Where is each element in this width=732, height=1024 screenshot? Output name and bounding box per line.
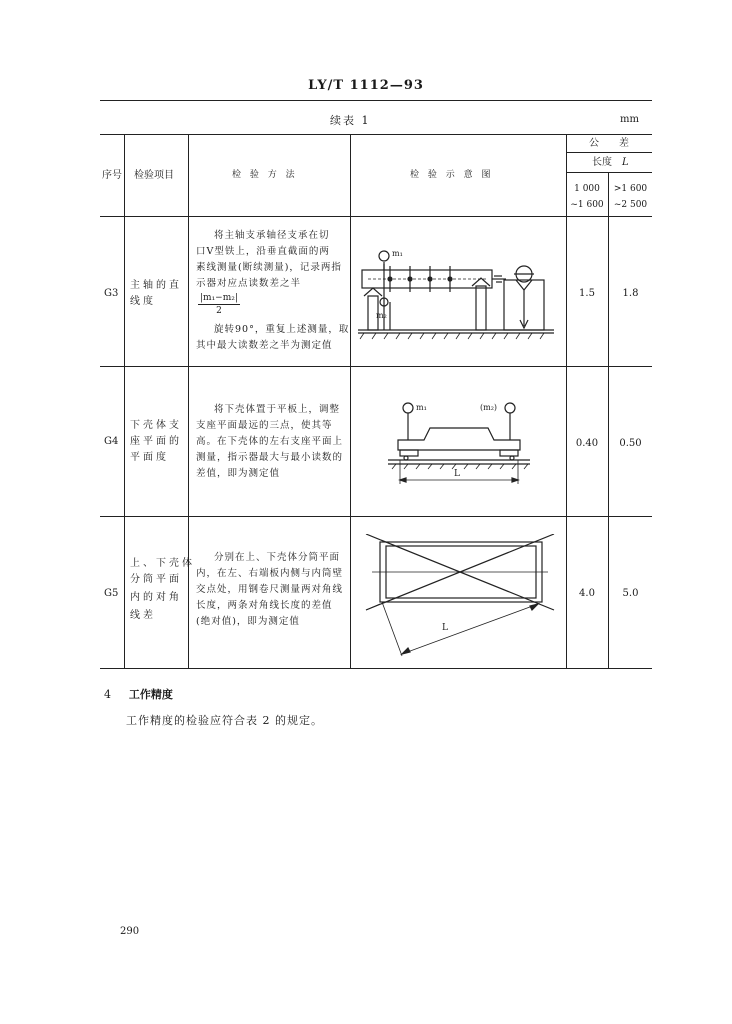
table-unit: mm [620,114,639,125]
row-g3-method-fraction [198,292,240,317]
row-g4-item-line-2: 座平面的 [130,436,182,447]
row-g4-method-line-3: 高。在下壳体的左右支座平面上 [196,436,344,447]
row-g5-item-line-2: 分筒平面 [130,574,182,585]
col-header-range2-b: ~2 500 [613,200,648,210]
row-g3-method-line-6: 其中最大读数差之半为测定值 [196,340,333,351]
row-g5-method-line-1: 分别在上、下壳体分筒平面 [214,552,341,563]
row-g3-item-line-1: 主轴的直 [130,280,182,291]
row-g3-method-line-3: 素线测量(断续测量)，记录两指 [196,262,342,273]
fraction-numerator: |m₁−m₂| [200,293,238,303]
row-g3-tolerance-2: 1.8 [622,288,639,299]
g3-label-m1: m₁ [392,249,403,258]
g5-label-L: L [442,623,448,633]
row-g4-method-line-4: 测量，指示器最大与最小读数的 [196,452,344,463]
row-g3-tolerance-1: 1.5 [579,288,595,299]
row-g3-item-line-2: 线度 [130,296,156,307]
row-g4-no: G4 [104,436,119,447]
row-g5-method-line-4: 长度，两条对角线长度的差值 [196,600,333,611]
header-rule [100,100,652,101]
page-number: 290 [120,926,140,937]
col-header-length: 长度 [592,157,612,168]
row-g5-tolerance-1: 4.0 [579,588,595,599]
col-header-range1-a: 1 000 [574,184,600,194]
row-g4-item-line-1: 下壳体支 [130,420,182,431]
g4-label-m2: (m₂) [480,403,498,412]
col-header-length-symbol: L [622,157,629,168]
row-g5-method-line-2: 内，在左、右端板内侧与内筒壁 [196,568,344,579]
g4-flatness-diagram [384,396,534,492]
section-title: 工作精度 [128,688,173,701]
row-g4-method-line-2: 支座平面最远的三点，使其等 [196,420,333,431]
row-g4-method-line-5: 差值，即为测定值 [196,468,281,479]
g3-label-m2: m₂ [376,311,387,320]
g3-spindle-straightness-diagram [354,236,560,344]
row-g3-method-line-5: 旋转90°，重复上述测量，取 [214,324,350,335]
col-header-method: 检 验 方 法 [232,170,298,180]
standard-header: LY/T 1112—93 [308,78,424,93]
section-heading [104,686,173,702]
g5-diagonal-diagram [362,534,558,662]
row-g3-method-line-2: 口V型铁上，沿垂直截面的两 [196,246,330,257]
row-g4-method-line-1: 将下壳体置于平板上，调整 [214,404,341,415]
row-g5-tolerance-2: 5.0 [622,588,639,599]
col-header-tolerance: 公 差 [589,138,629,149]
row-g5-method-line-5: (绝对值)，即为测定值 [196,616,300,627]
row-g4-tolerance-2: 0.50 [619,438,642,449]
col-header-diagram: 检 验 示 意 图 [410,170,494,180]
row-g5-no: G5 [104,588,119,599]
col-header-item: 检验项目 [134,170,174,181]
row-g5-item-line-3: 内的对角 [130,592,182,603]
g4-label-m1: m₁ [416,403,427,412]
fraction-denominator: 2 [216,306,222,316]
row-g5-method-line-3: 交点处，用钢卷尺测量两对角线 [196,584,344,595]
row-g3-method-line-1: 将主轴支承轴径支承在切 [214,230,330,241]
col-header-range2-a: >1 600 [613,184,648,194]
section-number: 4 [104,688,111,701]
col-header-range1-b: ~1 600 [570,200,604,210]
row-g4-tolerance-1: 0.40 [575,438,599,449]
row-g3-no: G3 [104,288,119,299]
table-caption: 续表 1 [330,114,371,127]
row-g5-item-line-1: 上、下壳体 [130,558,195,569]
row-g5-item-line-4: 线差 [130,610,156,621]
row-g3-method-line-4: 示器对应点读数差之半 [196,278,302,289]
col-header-no: 序号 [102,170,122,181]
g4-label-L: L [454,469,460,479]
section-paragraph: 工作精度的检验应符合表 2 的规定。 [126,714,323,727]
row-g4-item-line-3: 平面度 [130,452,169,463]
